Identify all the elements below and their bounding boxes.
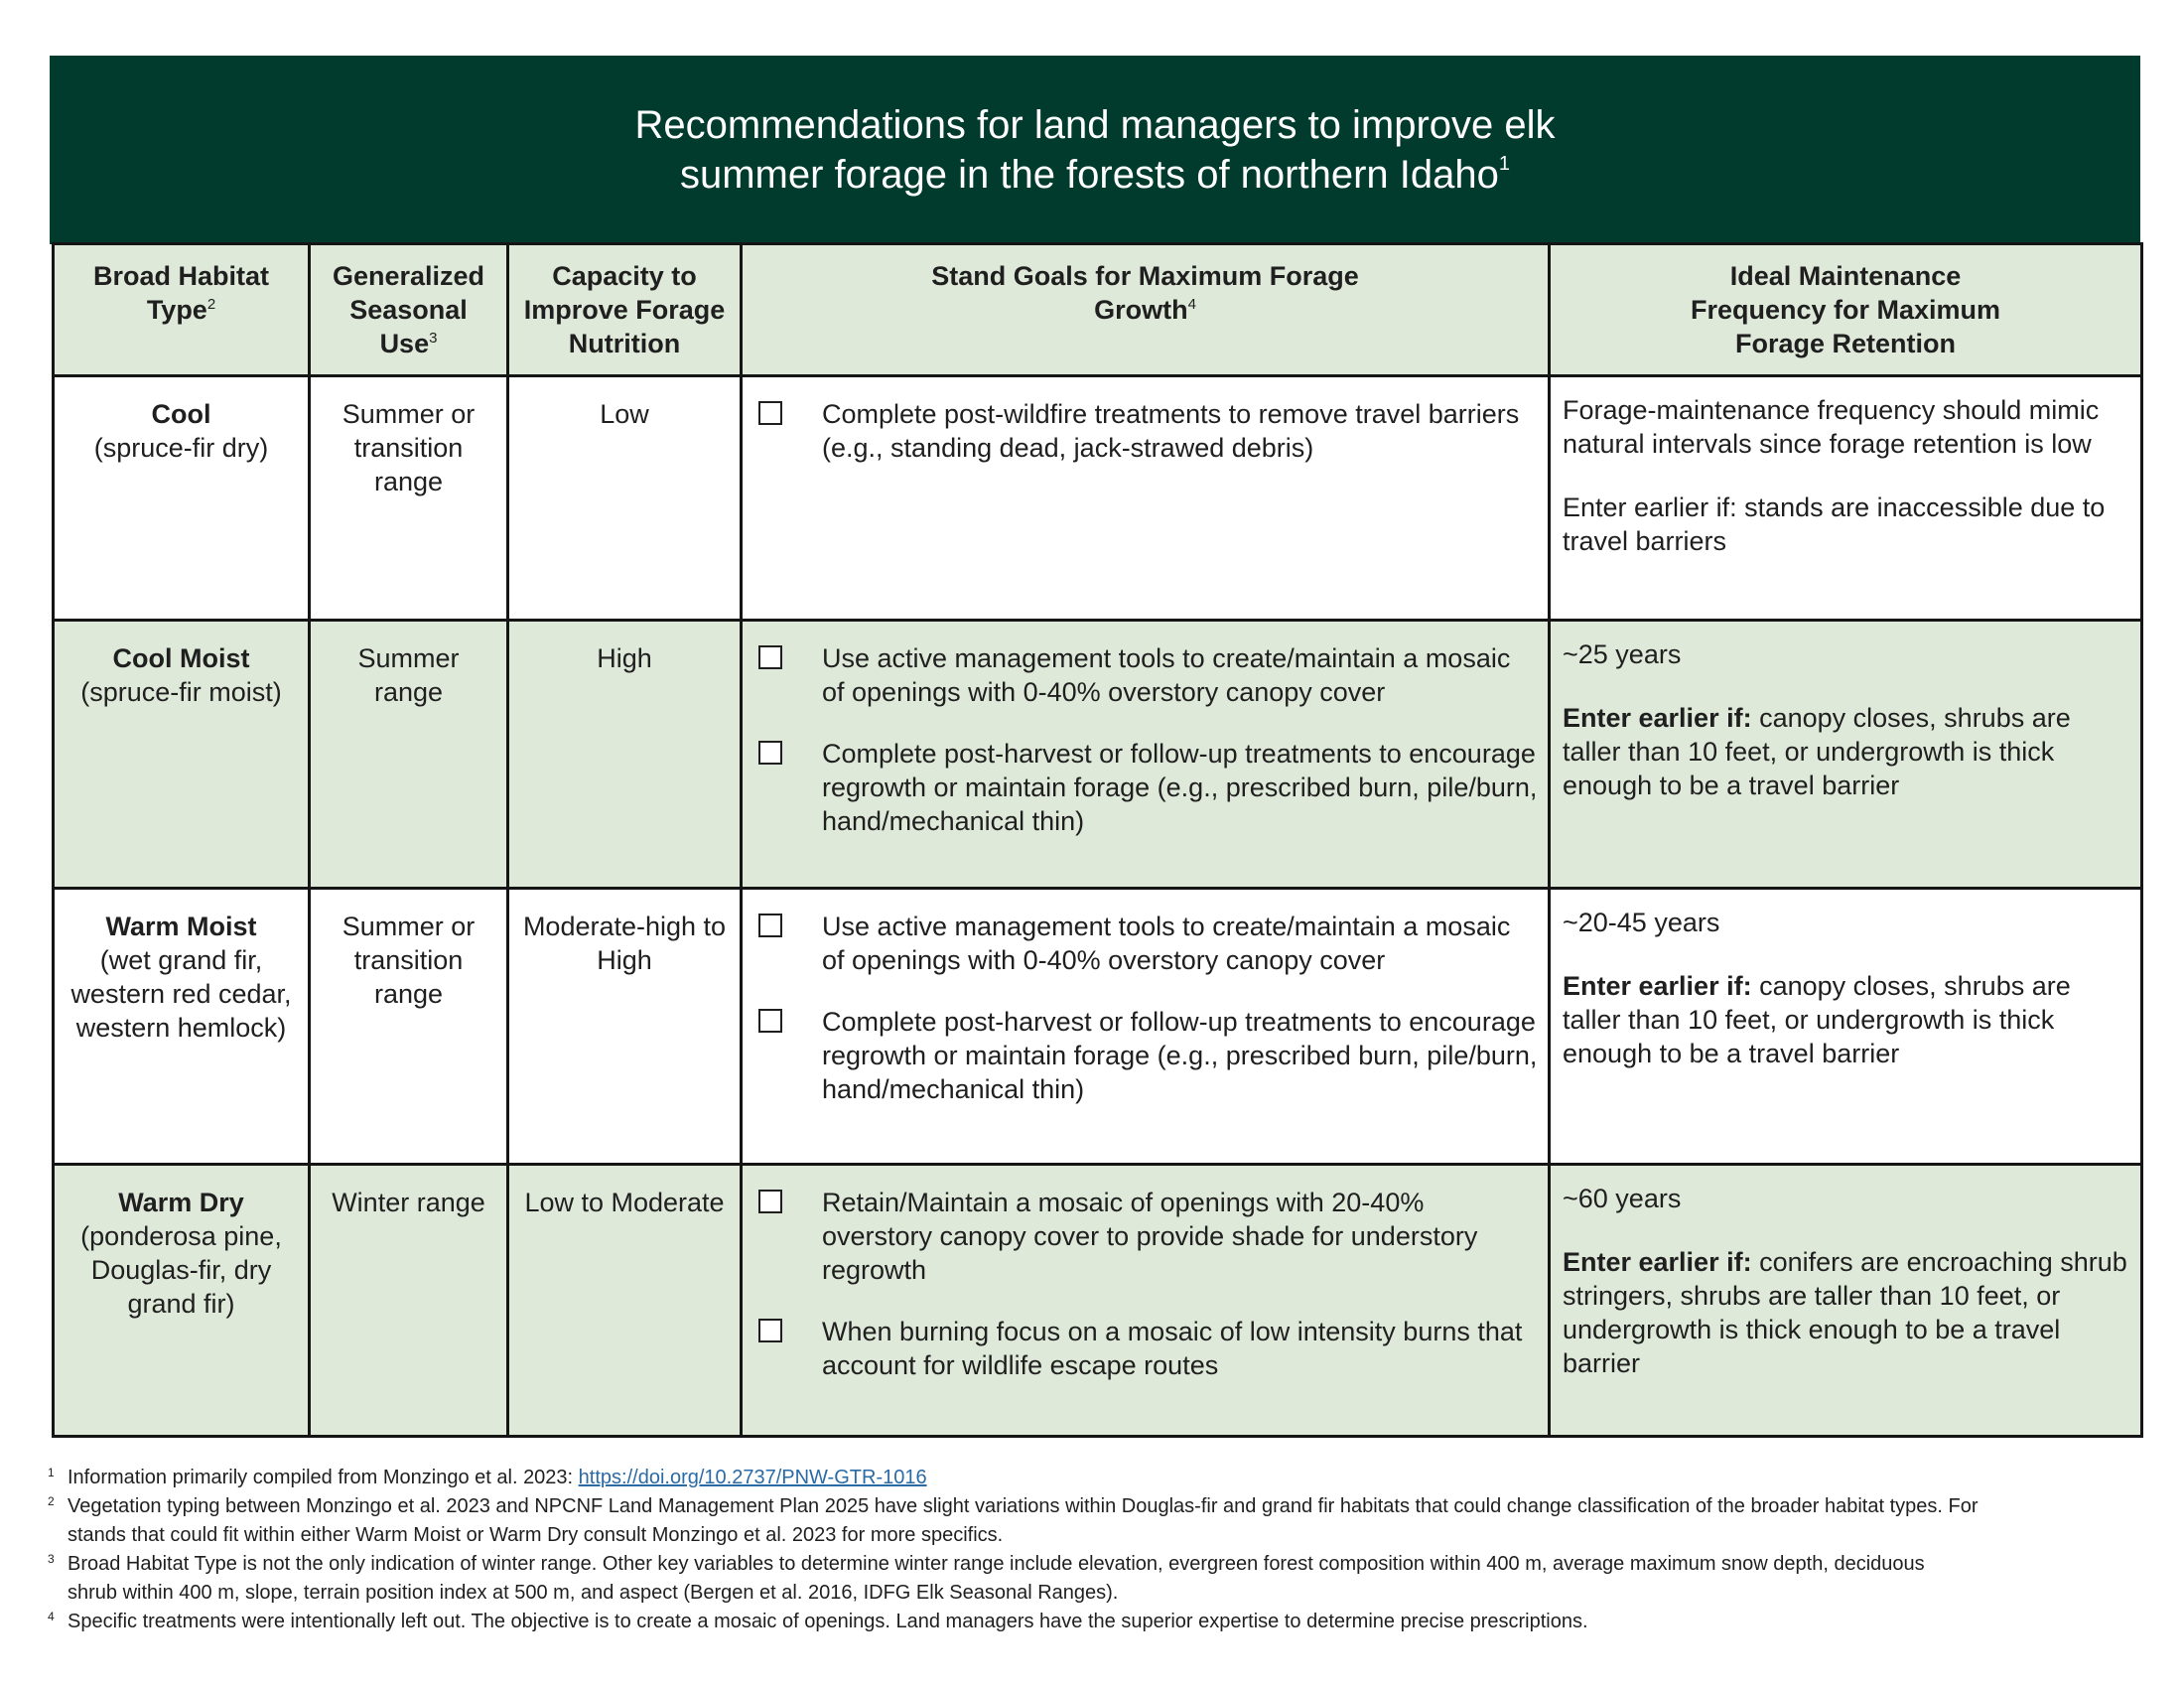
- goal-text: Complete post-harvest or follow-up treatments to encourage regrowth or maintain forage (e.g., prescribed burn, pile/burn, hand/mechanical thin): [822, 1007, 1538, 1104]
- header-seasonal-label: Generalized Seasonal Use: [332, 261, 485, 358]
- maintenance-primary: ~25 years: [1563, 639, 1682, 669]
- maintenance-rest: canopy closes, shrubs are taller than 10 feet, or undergrowth is thick enough to be a travel barrier: [1563, 703, 2071, 800]
- header-row: [54, 244, 2142, 376]
- goal-item: [756, 910, 1538, 977]
- footnote-number: 3: [48, 1552, 55, 1566]
- goals-cell: [742, 376, 1550, 621]
- seasonal-cell: Summer or transition range: [310, 376, 508, 621]
- habitat-name: Warm Dry: [118, 1188, 244, 1217]
- goals-cell: [742, 889, 1550, 1165]
- checkbox[interactable]: [758, 741, 782, 765]
- goal-item: [756, 1186, 1538, 1287]
- footnote-number: 4: [48, 1610, 55, 1623]
- header-maintenance-label: Ideal Maintenance Frequency for Maximum Forage Retention: [1690, 261, 2001, 358]
- goal-text: Complete post-wildfire treatments to remove travel barriers (e.g., standing dead, jack-strawed debris): [822, 399, 1520, 463]
- habitat-cell: [54, 376, 310, 621]
- header-habitat-label: Broad Habitat Type: [92, 261, 270, 325]
- goal-text: Use active management tools to create/maintain a mosaic of openings with 0-40% overstory canopy cover: [822, 912, 1511, 975]
- maintenance-rest: canopy closes, shrubs are taller than 10 feet, or undergrowth is thick enough to be a travel barrier: [1563, 971, 2071, 1068]
- maintenance-rest: conifers are encroaching shrub stringers, shrubs are taller than 10 feet, or undergrowth is thick enough to be a travel barrier: [1563, 1247, 2127, 1378]
- title-line-1: Recommendations for land managers to improve elk: [634, 103, 1556, 147]
- checkbox[interactable]: [758, 401, 782, 425]
- title-line-2-text: summer forage in the forests of northern Idaho: [679, 153, 1499, 197]
- footnote-text: Specific treatments were intentionally left out. The objective is to create a mosaic of openings. Land managers have the superior expertise to determine precise prescriptions.: [68, 1611, 1588, 1632]
- goal-text: Complete post-harvest or follow-up treatments to encourage regrowth or maintain forage (e.g., prescribed burn, pile/burn, hand/mechanical thin): [822, 739, 1538, 836]
- header-goals: [742, 244, 1550, 376]
- header-goals-label: Stand Goals for Maximum Forage Growth: [931, 261, 1359, 325]
- header-maintenance: [1550, 244, 2142, 376]
- footnote-2: [48, 1492, 2132, 1550]
- maintenance-cell: [1550, 889, 2142, 1165]
- table-row: [54, 621, 2142, 889]
- title-banner: [50, 56, 2140, 244]
- maintenance-rest: Enter earlier if: stands are inaccessible due to travel barriers: [1563, 492, 2106, 556]
- footnote-3: [48, 1550, 2132, 1608]
- maintenance-primary: ~20-45 years: [1563, 908, 1720, 937]
- goal-text: Retain/Maintain a mosaic of openings with 20-40% overstory canopy cover to provide shade for understory regrowth: [822, 1188, 1478, 1285]
- title-footnote-mark: 1: [1498, 153, 1510, 175]
- habitat-name: Cool Moist: [112, 643, 250, 673]
- footnote-text: [68, 1464, 2132, 1492]
- table-row: [54, 376, 2142, 621]
- recommendations-table: [52, 242, 2143, 1438]
- footnote-text: Broad Habitat Type is not the only indication of winter range. Other key variables to determine winter range include elevation, evergreen forest composition within 400 m, average maximum snow depth, deciduous shrub within 400 m, slope, terrain position index at 500 m, and aspect (Bergen et al. 2016, IDFG Elk Seasonal Ranges).: [68, 1553, 1925, 1604]
- maintenance-cell: [1550, 621, 2142, 889]
- footnote-number: 1: [48, 1466, 55, 1479]
- maintenance-primary: Forage-maintenance frequency should mimic natural intervals since forage retention is low: [1563, 395, 2100, 459]
- maintenance-detail: [1563, 1245, 2128, 1380]
- habitat-cell: [54, 889, 310, 1165]
- habitat-cell: [54, 621, 310, 889]
- seasonal-cell: Summer or transition range: [310, 889, 508, 1165]
- footnote-1: [48, 1464, 2132, 1492]
- capacity-cell: Low to Moderate: [508, 1165, 742, 1437]
- maintenance-detail: [1563, 969, 2128, 1070]
- habitat-detail: (spruce-fir moist): [80, 677, 282, 707]
- checkbox[interactable]: [758, 645, 782, 669]
- checkbox[interactable]: [758, 1009, 782, 1033]
- habitat-detail: (ponderosa pine, Douglas-fir, dry grand fir): [80, 1221, 282, 1319]
- header-seasonal-mark: 3: [429, 330, 438, 347]
- goal-item: [756, 737, 1538, 838]
- footnote-text: Vegetation typing between Monzingo et al. 2023 and NPCNF Land Management Plan 2025 have slight variations within Douglas-fir and grand fir habitats that could change classification of the broader habitat types. For stands that could fit within either Warm Moist or Warm Dry consult Monzingo et al. 2023 for more specifics.: [68, 1495, 1979, 1546]
- habitat-cell: [54, 1165, 310, 1437]
- checkbox[interactable]: [758, 1319, 782, 1342]
- maintenance-bold: Enter earlier if:: [1563, 703, 1752, 733]
- footnote-1-text: Information primarily compiled from Monzingo et al. 2023:: [68, 1467, 579, 1488]
- goals-cell: [742, 1165, 1550, 1437]
- maintenance-cell: [1550, 1165, 2142, 1437]
- seasonal-cell: Winter range: [310, 1165, 508, 1437]
- habitat-name: Warm Moist: [105, 912, 257, 941]
- header-seasonal: [310, 244, 508, 376]
- header-capacity: Capacity to Improve Forage Nutrition: [508, 244, 742, 376]
- checkbox[interactable]: [758, 1190, 782, 1213]
- goal-item: [756, 1315, 1538, 1382]
- footnotes: [48, 1464, 2132, 1636]
- header-habitat: [54, 244, 310, 376]
- seasonal-cell: Summer range: [310, 621, 508, 889]
- checkbox[interactable]: [758, 914, 782, 937]
- capacity-cell: Moderate-high to High: [508, 889, 742, 1165]
- maintenance-detail: [1563, 701, 2128, 802]
- maintenance-cell: [1550, 376, 2142, 621]
- doi-link[interactable]: https://doi.org/10.2737/PNW-GTR-1016: [578, 1467, 927, 1488]
- table-row: [54, 1165, 2142, 1437]
- footnote-4: [48, 1608, 2132, 1636]
- goal-item: [756, 641, 1538, 709]
- goal-item: [756, 1005, 1538, 1106]
- maintenance-bold: Enter earlier if:: [1563, 1247, 1752, 1277]
- table-row: [54, 889, 2142, 1165]
- habitat-detail: (wet grand fir, western red cedar, western hemlock): [70, 945, 292, 1043]
- capacity-cell: High: [508, 621, 742, 889]
- goal-text: Use active management tools to create/maintain a mosaic of openings with 0-40% overstory canopy cover: [822, 643, 1511, 707]
- goals-cell: [742, 621, 1550, 889]
- capacity-cell: Low: [508, 376, 742, 621]
- title-line-2: [680, 150, 1510, 200]
- header-goals-mark: 4: [1187, 296, 1196, 313]
- goal-text: When burning focus on a mosaic of low intensity burns that account for wildlife escape routes: [822, 1317, 1523, 1380]
- maintenance-bold: Enter earlier if:: [1563, 971, 1752, 1001]
- goal-item: [756, 397, 1538, 465]
- maintenance-primary: ~60 years: [1563, 1184, 1682, 1213]
- habitat-name: Cool: [151, 399, 211, 429]
- habitat-detail: (spruce-fir dry): [93, 433, 269, 463]
- maintenance-detail: [1563, 491, 2128, 558]
- header-habitat-mark: 2: [206, 296, 216, 313]
- footnote-number: 2: [48, 1494, 55, 1508]
